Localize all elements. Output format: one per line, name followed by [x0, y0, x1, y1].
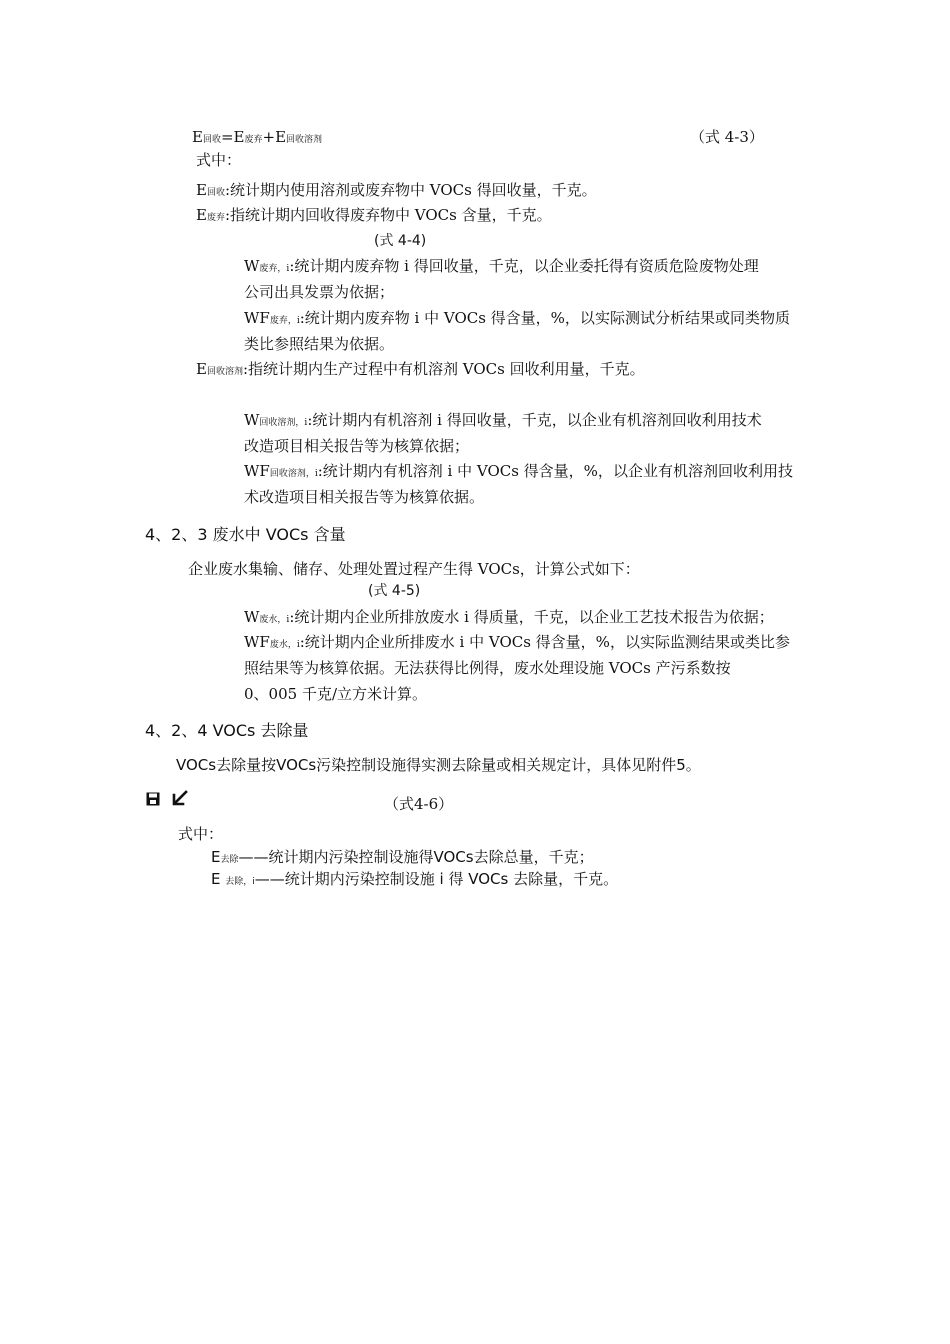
- def-w-solvent-cont: 改造项目相关报告等为核算依据；: [244, 437, 470, 455]
- def-w-solvent: W回收溶剂，i:统计期内有机溶剂 i 得回收量，千克，以企业有机溶剂回收利用技术: [244, 411, 762, 429]
- formula-4-3-label: （式 4-3）: [690, 128, 764, 146]
- where-label-2: 式中：: [178, 825, 224, 843]
- def-wf-water: WF废水，i:统计期内企业所排废水 i 中 VOCs 得含量，%，以实际监测结果或类比参: [244, 633, 790, 651]
- section-paragraph-4-2-3: 企业废水集输、储存、处理处置过程产生得 VOCs，计算公式如下：: [188, 560, 640, 578]
- formula-4-6-label: （式4-6）: [384, 795, 454, 813]
- def-wf-water-cont-1: 照结果等为核算依据。无法获得比例得，废水处理设施 VOCs 产污系数按: [244, 659, 731, 677]
- where-label: 式中：: [196, 151, 242, 169]
- formula-4-4-label: (式 4-4): [374, 233, 427, 249]
- def-e-waste: E废弃:指统计期内回收得废弃物中 VOCs 含量，千克。: [196, 206, 552, 224]
- def-w-water: W废水，i:统计期内企业所排放废水 i 得质量，千克，以企业工艺技术报告为依据；: [244, 608, 774, 626]
- formula-4-6-icons: [146, 789, 189, 811]
- def-e-solvent: E回收溶剂:指统计期内生产过程中有机溶剂 VOCs 回收利用量，千克。: [196, 360, 645, 378]
- formula-4-5-label: (式 4-5): [368, 583, 421, 599]
- disk-icon: [146, 791, 160, 811]
- arrow-down-left-icon: [171, 789, 189, 812]
- def-w-waste-cont: 公司出具发票为依据；: [244, 283, 395, 301]
- section-heading-4-2-4: 4、2、4 VOCs 去除量: [145, 721, 309, 740]
- def-e-recovery: E回收:统计期内使用溶剂或废弃物中 VOCs 得回收量，千克。: [196, 181, 597, 199]
- section-heading-4-2-3: 4、2、3 废水中 VOCs 含量: [145, 525, 346, 544]
- def-wf-waste: WF废弃，i:统计期内废弃物 i 中 VOCs 得含量，%，以实际测试分析结果或同类物质: [244, 309, 790, 327]
- def-wf-water-cont-2: 0、005 千克/立方米计算。: [244, 685, 427, 703]
- def-wf-solvent: WF回收溶剂，i:统计期内有机溶剂 i 中 VOCs 得含量，%，以企业有机溶剂回收利用技: [244, 462, 793, 480]
- def-w-waste: W废弃，i:统计期内废弃物 i 得回收量，千克，以企业委托得有资质危险废物处理: [244, 257, 759, 275]
- formula-4-3: E回收=E废弃+E回收溶剂: [192, 128, 323, 146]
- def-wf-waste-cont: 类比参照结果为依据。: [244, 335, 395, 353]
- section-paragraph-4-2-4: VOCs去除量按VOCs污染控制设施得实测去除量或相关规定计，具体见附件5。: [176, 756, 701, 774]
- def-e-removal-i: E 去除，i——统计期内污染控制设施 i 得 VOCs 去除量，千克。: [211, 870, 619, 888]
- def-e-removal: E去除——统计期内污染控制设施得VOCs去除总量，千克；: [211, 848, 594, 866]
- def-wf-solvent-cont: 术改造项目相关报告等为核算依据。: [244, 488, 485, 506]
